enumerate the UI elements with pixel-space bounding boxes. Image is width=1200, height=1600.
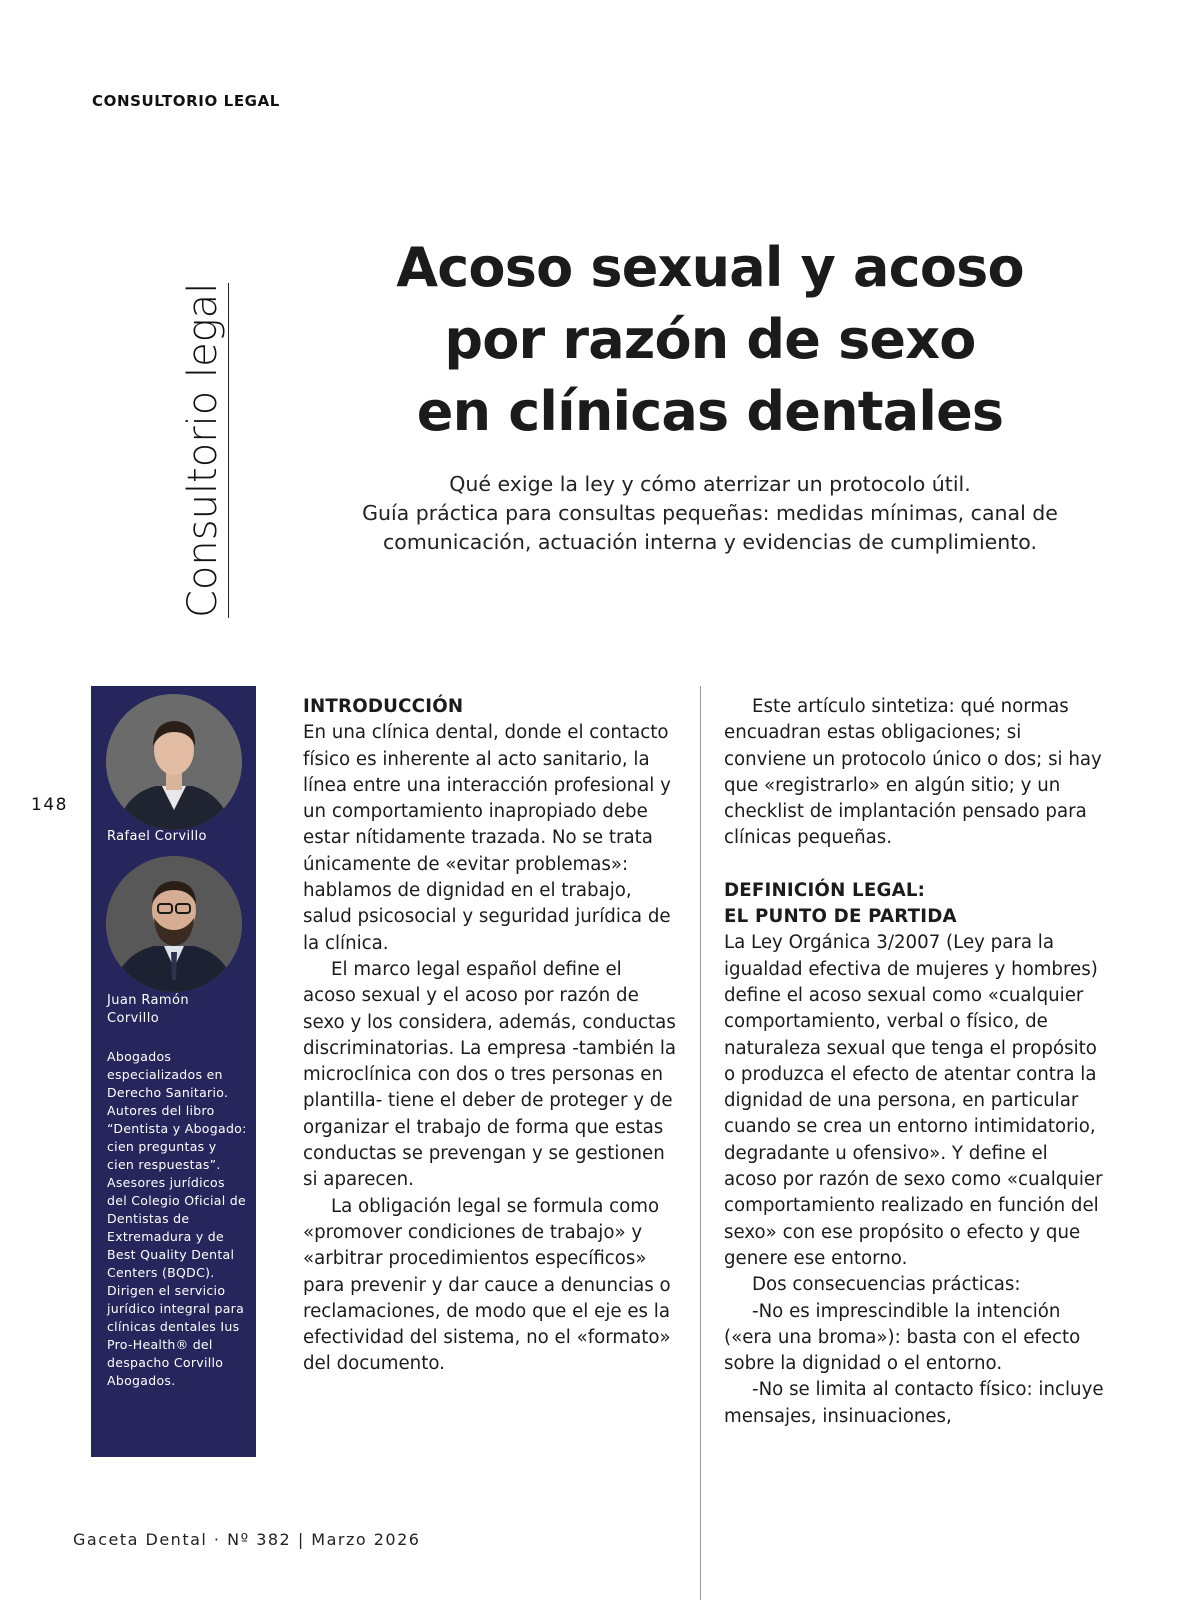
intro-paragraph-1: En una clínica dental, donde el contacto físico es inherente al acto sanitario, la línea entre una interacción profesional y un comportamiento inapropiado debe estar nítidamente trazada. No se trata únicamente de «evitar problemas»: hablamos de dignidad en el trabajo, salud psicosocial y seguridad jurídica de la clínica. xyxy=(303,722,671,954)
title-line-2: por razón de sexo xyxy=(444,308,976,371)
author-photo-rafael xyxy=(106,694,242,830)
column-divider xyxy=(700,686,701,1600)
title-line-1: Acoso sexual y acoso xyxy=(396,236,1024,299)
paragraph-spacer xyxy=(724,852,1104,878)
subtitle-line-2: Guía práctica para consultas pequeñas: medidas mínimas, canal de comunicación, actuación interna y evidencias de cumplimiento. xyxy=(362,501,1058,554)
intro-paragraph-3: La obligación legal se formula como «promover condiciones de trabajo» y «arbitrar procedimientos específicos» para prevenir y dar cauce a denuncias o reclamaciones, de modo que el eje es la efectividad del sistema, no el «formato» del documento. xyxy=(303,1195,671,1375)
intro-heading: INTRODUCCIÓN xyxy=(303,696,464,717)
article-title xyxy=(360,232,1060,448)
definition-paragraph-2: Dos consecuencias prácticas: xyxy=(752,1274,1021,1296)
section-label: CONSULTORIO LEGAL xyxy=(92,92,280,110)
subtitle-line-1: Qué exige la ley y cómo aterrizar un protocolo útil. xyxy=(449,472,971,496)
summary-paragraph: Este artículo sintetiza: qué normas encuadran estas obligaciones; si conviene un protocolo único o dos; si hay que «registrarlo» en algún sitio; y un checklist de implantación pensado para clínicas pequeñas. xyxy=(724,696,1102,849)
definition-paragraph-4: -No se limita al contacto físico: incluye mensajes, insinuaciones, xyxy=(724,1379,1104,1427)
author-panel xyxy=(91,686,256,1457)
definition-paragraph-1: La Ley Orgánica 3/2007 (Ley para la igualdad efectiva de mujeres y hombres) define el acoso sexual como «cualquier comportamiento, verbal o físico, de naturaleza sexual que tenga el propósito o produzca el efecto de atentar contra la dignidad de una persona, en particular cuando se crea un entorno intimidatorio, degradante u ofensivo». Y define el acoso por razón de sexo como «cualquier comportamiento realizado en función del sexo» con ese propósito o efecto y que genere ese entorno. xyxy=(724,932,1103,1269)
author-name-2: Juan Ramón Corvillo xyxy=(107,993,189,1026)
article-subtitle xyxy=(285,470,1135,557)
portrait-icon xyxy=(106,694,242,830)
footer-publication: Gaceta Dental · Nº 382 | Marzo 2026 xyxy=(73,1530,421,1549)
definition-heading-line-1: DEFINICIÓN LEGAL: xyxy=(724,879,926,901)
definition-paragraph-3: -No es imprescindible la intención («era una broma»): basta con el efecto sobre la dignidad o el entorno. xyxy=(724,1300,1081,1375)
title-line-3: en clínicas dentales xyxy=(416,380,1004,443)
author-name-1: Rafael Corvillo xyxy=(107,829,207,844)
intro-paragraph-2: El marco legal español define el acoso sexual y el acoso por razón de sexo y los considera, además, conductas discriminatorias. La empresa -también la microclínica con dos o tres personas en plantilla- tiene el deber de proteger y de organizar el trabajo de forma que estas conductas se prevengan y se gestionen si aparecen. xyxy=(303,958,677,1191)
vertical-section-label: Consultorio legal xyxy=(178,283,229,618)
page-number: 148 xyxy=(31,795,68,815)
author-photo-juan-ramon xyxy=(106,856,242,992)
definition-heading xyxy=(724,878,1104,931)
portrait-icon xyxy=(106,856,242,992)
definition-heading-line-2: EL PUNTO DE PARTIDA xyxy=(724,906,957,928)
article-column-left xyxy=(303,694,678,1378)
article-column-right xyxy=(724,694,1104,1430)
author-bio: Abogados especializados en Derecho Sanitario. Autores del libro “Dentista y Abogado: cien preguntas y cien respuestas”. Asesores jurídicos del Colegio Oficial de Dentistas de Extremadura y de Best Quality Dental Centers (BQDC). Dirigen el servicio jurídico integral para clínicas dentales Ius Pro-Health® del despacho Corvillo Abogados. xyxy=(107,1049,247,1388)
